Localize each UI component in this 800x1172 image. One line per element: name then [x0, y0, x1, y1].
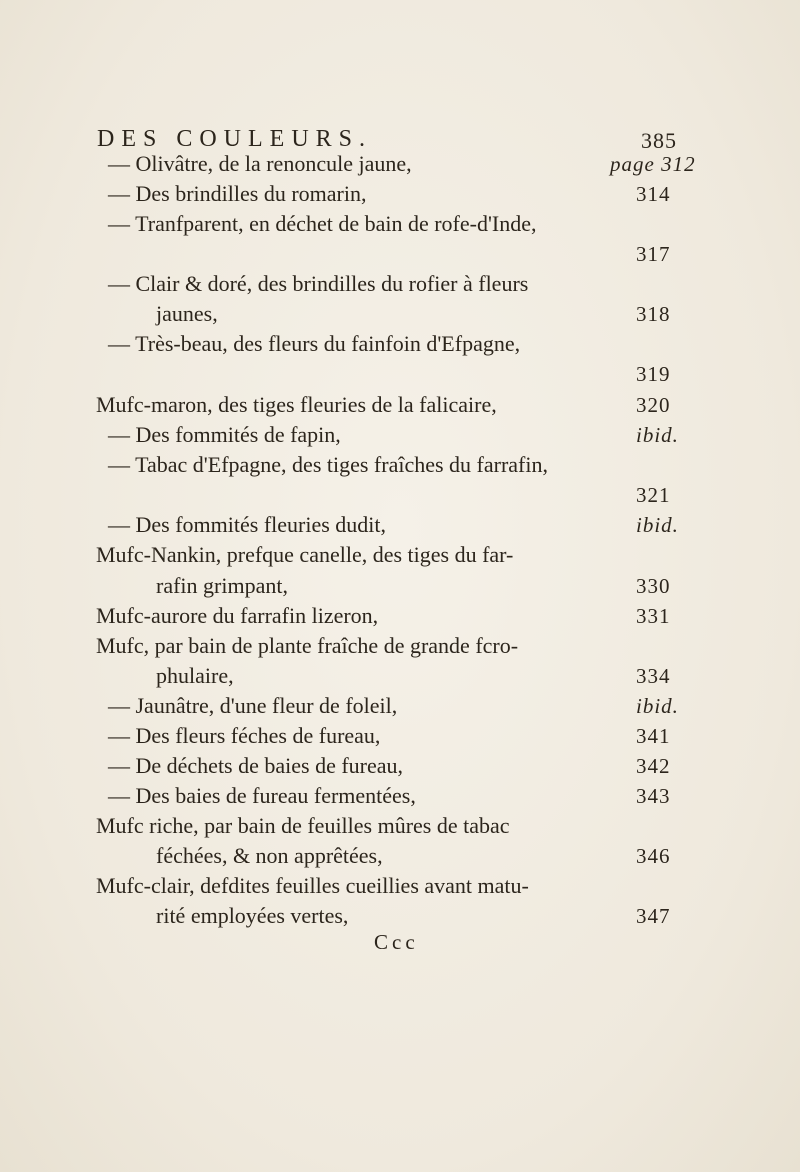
index-entry: — De déchets de baies de fureau,	[108, 753, 404, 778]
index-entry: Mufc-aurore du farrafin lizeron,	[96, 603, 379, 628]
index-entry-continuation: phulaire,	[156, 663, 234, 688]
page-reference: 341	[636, 724, 671, 748]
page-reference: 314	[636, 182, 671, 206]
page-reference: ibid.	[636, 694, 679, 718]
page-reference: 320	[636, 393, 671, 417]
page-reference: 321	[636, 483, 671, 507]
page-reference: 334	[636, 664, 671, 688]
page-reference: 317	[636, 242, 671, 266]
page-reference: ibid.	[636, 423, 679, 447]
page-reference: 318	[636, 302, 671, 326]
index-entry: Mufc-Nankin, prefque canelle, des tiges du far-	[96, 542, 514, 567]
header-title: DES COULEURS.	[97, 126, 373, 152]
index-entry: — Tabac d'Efpagne, des tiges fraîches du farrafin,	[108, 452, 548, 477]
index-entry: — Des brindilles du romarin,	[108, 181, 367, 206]
index-entry: — Clair & doré, des brindilles du rofier à fleurs	[108, 271, 529, 296]
page-reference: 346	[636, 844, 671, 868]
index-entry-continuation: rafin grimpant,	[156, 573, 288, 598]
page-reference: 347	[636, 904, 671, 928]
page-reference: page 312	[610, 152, 696, 176]
index-entry: — Jaunâtre, d'une fleur de foleil,	[108, 693, 398, 718]
page-reference: 343	[636, 784, 671, 808]
page-number: 385	[641, 128, 677, 153]
index-entry-continuation: féchées, & non apprêtées,	[156, 843, 383, 868]
index-entry: — Très-beau, des fleurs du fainfoin d'Efpagne,	[108, 331, 521, 356]
index-entry: — Des fommités fleuries dudit,	[108, 512, 387, 537]
index-entry: — Olivâtre, de la renoncule jaune,	[108, 151, 412, 176]
index-entry: — Des fleurs féches de fureau,	[108, 723, 381, 748]
index-entry: Mufc-clair, defdites feuilles cueillies avant matu-	[96, 873, 529, 898]
index-entry: Mufc-maron, des tiges fleuries de la falicaire,	[96, 392, 497, 417]
page-reference: ibid.	[636, 513, 679, 537]
index-entry: — Tranfparent, en déchet de bain de rofe-d'Inde,	[108, 211, 537, 236]
signature-mark: Ccc	[374, 930, 419, 954]
index-entry: Mufc riche, par bain de feuilles mûres de tabac	[96, 813, 510, 838]
index-entry-continuation: jaunes,	[156, 301, 218, 326]
index-entry: — Des fommités de fapin,	[108, 422, 341, 447]
index-entry: Mufc, par bain de plante fraîche de grande fcro-	[96, 633, 519, 658]
index-entry: — Des baies de fureau fermentées,	[108, 783, 416, 808]
page-reference: 330	[636, 574, 671, 598]
page-reference: 342	[636, 754, 671, 778]
index-entry-continuation: rité employées vertes,	[156, 903, 349, 928]
page-reference: 331	[636, 604, 671, 628]
page-reference: 319	[636, 362, 671, 386]
